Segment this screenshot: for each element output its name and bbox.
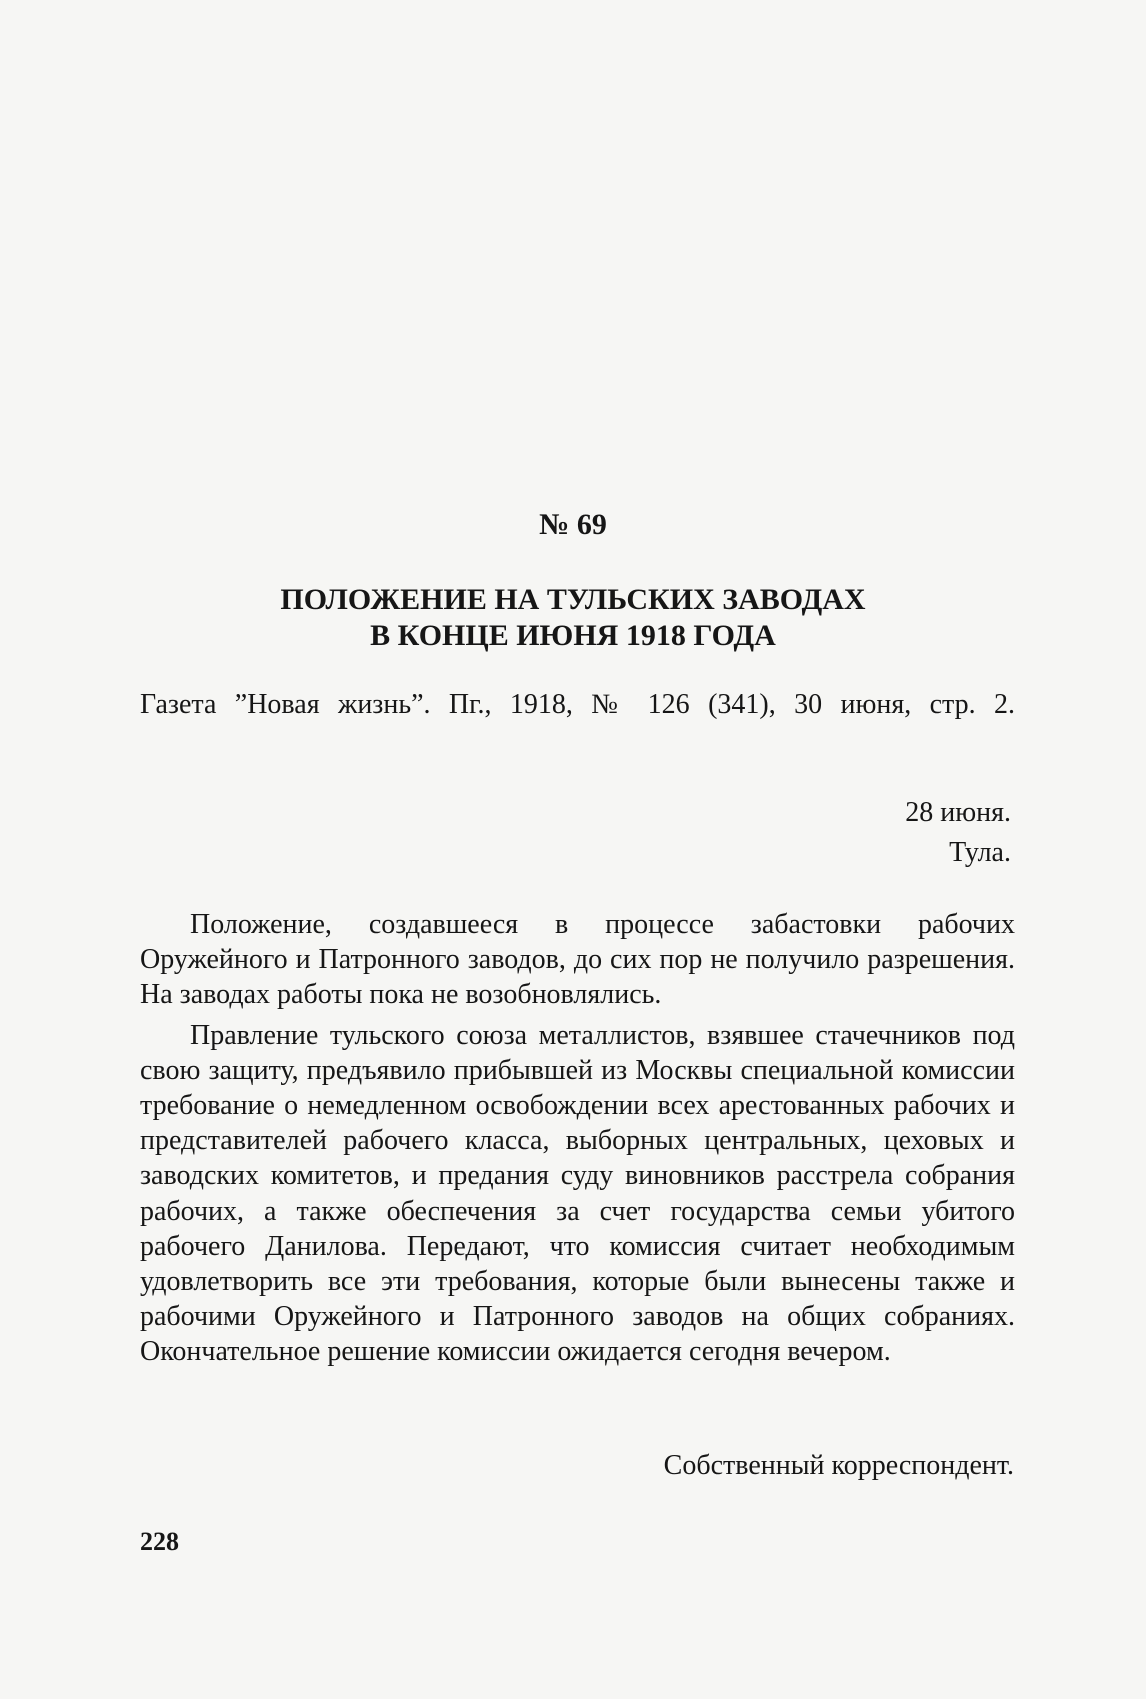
title-line-2: В КОНЦЕ ИЮНЯ 1918 ГОДА <box>370 619 776 652</box>
signature: Собственный корреспондент. <box>663 1450 1014 1481</box>
source-citation: Газета ”Новая жизнь”. Пг., 1918, № 126 (341), 30 июня, стр. 2. <box>140 689 1015 720</box>
title-line-1: ПОЛОЖЕНИЕ НА ТУЛЬСКИХ ЗАВОДАХ <box>280 583 866 616</box>
paragraph-2: Правление тульского союза металлистов, взявшее стачечников под свою защиту, предъявило прибывшей из Москвы специальной комиссии требование о немедленном освобождении всех арестованных рабочих и представителей рабочего класса, выборных центральных, цеховых и заводских комитетов, и предания суду виновников расстрела собрания рабочих, а также обеспечения за счет государства семьи убитого рабочего Данилова. Передают, что комиссия считает необходимым удовлетворить все эти требования, которые были вынесены также и рабочими Оружейного и Патронного заводов на общих собраниях. Окончательное решение комиссии ожидается сегодня вечером. <box>140 1019 1015 1368</box>
dateline-date: 28 июня. <box>905 797 1011 828</box>
article-body <box>140 907 1015 1375</box>
page-number: 228 <box>140 1527 179 1556</box>
paragraph-1: Положение, создавшееся в процессе забастовки рабочих Оружейного и Патронного заводов, до сих пор не получило разрешения. На заводах работы пока не возобновлялись. <box>140 909 1015 1011</box>
document-number: № 69 <box>539 508 607 541</box>
dateline-place: Тула. <box>949 837 1011 868</box>
document-title <box>0 582 1146 654</box>
